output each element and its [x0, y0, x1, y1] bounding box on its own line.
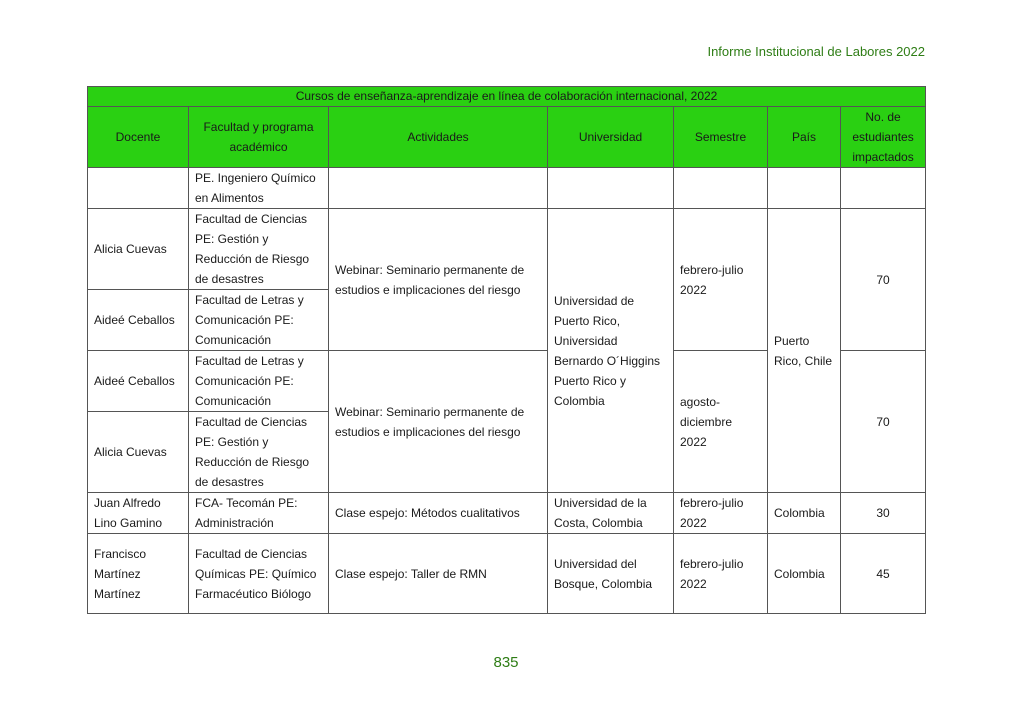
cell-facultad: PE. Ingeniero Químico en Alimentos: [189, 168, 329, 209]
cell-facultad: FCA- Tecomán PE: Administración: [189, 493, 329, 534]
cell-actividad: Webinar: Seminario permanente de estudios e implicaciones del riesgo: [329, 351, 548, 493]
cell-facultad: Facultad de Letras y Comunicación PE: Comunicación: [189, 290, 329, 351]
cell-docente: Aideé Ceballos: [88, 351, 189, 412]
cell-docente: Alicia Cuevas: [88, 412, 189, 493]
table-row: [88, 168, 926, 209]
courses-table-container: [87, 86, 925, 614]
cell-universidad: Universidad de Puerto Rico, Universidad Bernardo O´Higgins Puerto Rico y Colombia: [548, 209, 674, 493]
table-title: Cursos de enseñanza-aprendizaje en línea de colaboración internacional, 2022: [88, 87, 926, 107]
cell-pais: Colombia: [768, 493, 841, 534]
cell-semestre: [674, 168, 768, 209]
col-header-estudiantes: No. de estudiantes impactados: [841, 107, 926, 168]
cell-facultad: Facultad de Ciencias Químicas PE: Químico Farmacéutico Biólogo: [189, 534, 329, 614]
cell-estudiantes: 70: [841, 209, 926, 351]
cell-estudiantes: 30: [841, 493, 926, 534]
cell-actividad: Clase espejo: Taller de RMN: [329, 534, 548, 614]
cell-semestre: febrero-julio 2022: [674, 209, 768, 351]
cell-actividad: [329, 168, 548, 209]
cell-semestre: febrero-julio 2022: [674, 493, 768, 534]
cell-facultad: Facultad de Ciencias PE: Gestión y Reducción de Riesgo de desastres: [189, 209, 329, 290]
cell-docente: Juan Alfredo Lino Gamino: [88, 493, 189, 534]
cell-pais: Puerto Rico, Chile: [768, 209, 841, 493]
col-header-facultad: Facultad y programa académico: [189, 107, 329, 168]
table-row: [88, 493, 926, 534]
table-row: [88, 534, 926, 614]
cell-docente: Francisco Martínez Martínez: [88, 534, 189, 614]
cell-semestre: febrero-julio 2022: [674, 534, 768, 614]
cell-universidad: [548, 168, 674, 209]
cell-semestre: agosto-diciembre 2022: [674, 351, 768, 493]
cell-docente: Aideé Ceballos: [88, 290, 189, 351]
report-header: Informe Institucional de Labores 2022: [707, 44, 925, 59]
cell-estudiantes: [841, 168, 926, 209]
cell-estudiantes: 45: [841, 534, 926, 614]
cell-pais: [768, 168, 841, 209]
col-header-semestre: Semestre: [674, 107, 768, 168]
cell-actividad: Webinar: Seminario permanente de estudios e implicaciones del riesgo: [329, 209, 548, 351]
cell-universidad: Universidad del Bosque, Colombia: [548, 534, 674, 614]
cell-actividad: Clase espejo: Métodos cualitativos: [329, 493, 548, 534]
cell-estudiantes: 70: [841, 351, 926, 493]
page-number: 835: [493, 654, 519, 671]
cell-docente: [88, 168, 189, 209]
cell-pais: Colombia: [768, 534, 841, 614]
col-header-docente: Docente: [88, 107, 189, 168]
col-header-actividades: Actividades: [329, 107, 548, 168]
cell-facultad: Facultad de Ciencias PE: Gestión y Reducción de Riesgo de desastres: [189, 412, 329, 493]
table-row: [88, 209, 926, 290]
col-header-universidad: Universidad: [548, 107, 674, 168]
courses-table: [87, 86, 926, 614]
cell-docente: Alicia Cuevas: [88, 209, 189, 290]
cell-universidad: Universidad de la Costa, Colombia: [548, 493, 674, 534]
col-header-pais: País: [768, 107, 841, 168]
cell-facultad: Facultad de Letras y Comunicación PE: Comunicación: [189, 351, 329, 412]
